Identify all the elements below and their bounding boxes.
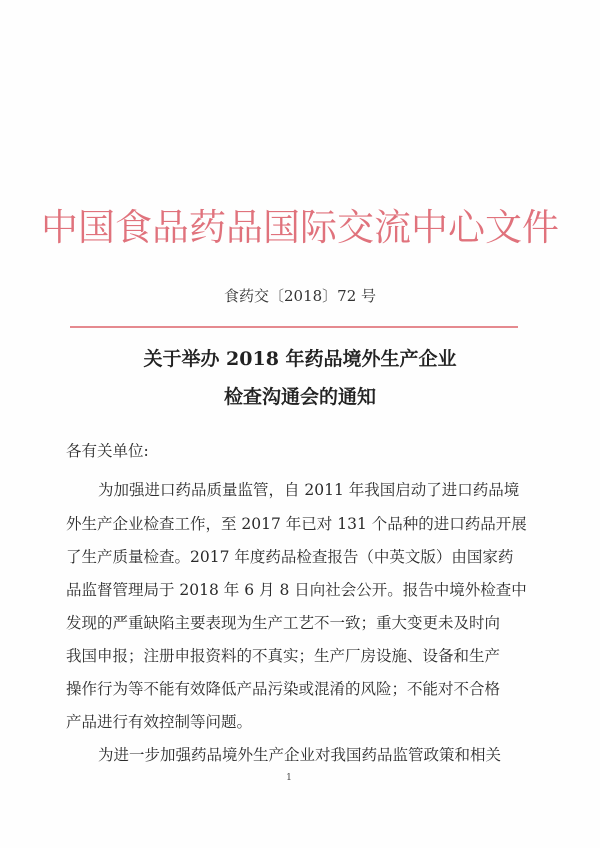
body-line: 产品进行有效控制等问题。 (66, 713, 253, 731)
notice-title-line-1: 关于举办 2018 年药品境外生产企业 (143, 348, 457, 370)
header-divider (70, 326, 518, 328)
document-number: 食药交〔2018〕72 号 (223, 287, 377, 305)
body-line: 为加强进口药品质量监管，自 2011 年我国启动了进口药品境 (98, 481, 520, 499)
body-line: 品监督管理局于 2018 年 6 月 8 日向社会公开。报告中境外检查中 (66, 581, 527, 599)
body-line: 外生产企业检查工作，至 2017 年已对 131 个品种的进口药品开展 (66, 515, 527, 533)
body-line: 我国申报；注册申报资料的不真实；生产厂房设施、设备和生产 (66, 647, 501, 665)
org-header-title: 中国食品药品国际交流中心文件 (41, 206, 559, 249)
body-line: 发现的严重缺陷主要表现为生产工艺不一致；重大变更未及时向 (66, 614, 501, 632)
body-line: 了生产质量检查。2017 年度药品检查报告（中英文版）由国家药 (66, 548, 514, 566)
body-line: 操作行为等不能有效降低产品污染或混淆的风险；不能对不合格 (66, 680, 501, 698)
body-line: 为进一步加强药品境外生产企业对我国药品监管政策和相关 (98, 746, 502, 764)
notice-title-line-2: 检查沟通会的通知 (223, 386, 376, 408)
salutation: 各有关单位: (66, 442, 149, 460)
page-number: 1 (286, 773, 292, 783)
